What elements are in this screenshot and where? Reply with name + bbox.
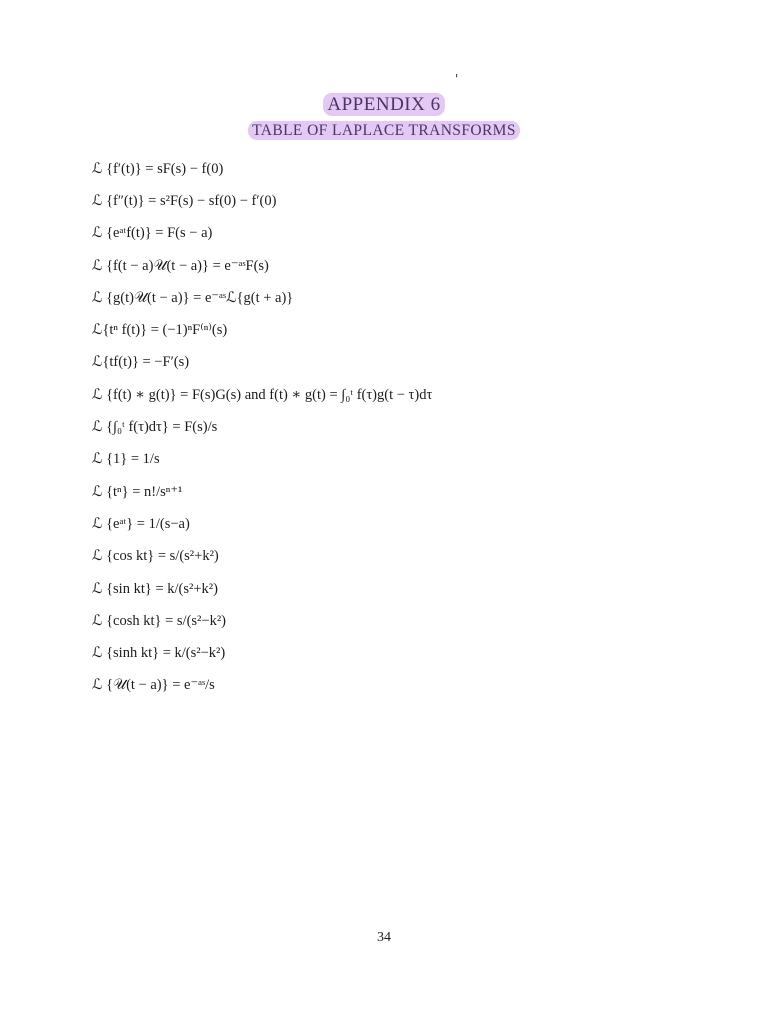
- formula-hyperbolic-sine: ℒ {sinh kt} = k/(s²−k²): [92, 645, 226, 662]
- formula-convolution: ℒ {f(t) ∗ g(t)} = F(s)G(s) and f(t) ∗ g(t) = ∫₀ᵗ f(τ)g(t − τ)dτ: [92, 386, 433, 403]
- formula-cosine: ℒ {cos kt} = s/(s²+k²): [92, 548, 219, 565]
- formula-list: [92, 153, 712, 702]
- formula-derivative-second: ℒ {f″(t)} = s²F(s) − sf(0) − f′(0): [92, 192, 277, 209]
- formula-hyperbolic-cosine: ℒ {cosh kt} = s/(s²−k²): [92, 612, 226, 629]
- formula-multiply-tn: ℒ{tⁿ f(t)} = (−1)ⁿF⁽ⁿ⁾(s): [92, 322, 228, 339]
- formula-sine: ℒ {sin kt} = k/(s²+k²): [92, 580, 218, 597]
- formula-power: ℒ {tⁿ} = n!/sⁿ⁺¹: [92, 483, 183, 500]
- formula-exponential: ℒ {eᵃᵗ} = 1/(s−a): [92, 515, 190, 532]
- formula-multiply-t: ℒ{tf(t)} = −F′(s): [92, 354, 190, 371]
- formula-second-shift-alt: ℒ {g(t)𝒰(t − a)} = e⁻ᵃˢℒ{g(t + a)}: [92, 289, 294, 306]
- stray-mark: ': [455, 72, 459, 86]
- formula-constant: ℒ {1} = 1/s: [92, 451, 160, 468]
- page-subtitle: [0, 122, 768, 140]
- formula-second-shift: ℒ {f(t − a)𝒰(t − a)} = e⁻ᵃˢF(s): [92, 257, 269, 274]
- formula-derivative-first: ℒ {f′(t)} = sF(s) − f(0): [92, 160, 224, 177]
- formula-integral: ℒ {∫₀ᵗ f(τ)dτ} = F(s)/s: [92, 419, 218, 436]
- page-number: 34: [377, 930, 391, 945]
- formula-unit-step: ℒ {𝒰(t − a)} = e⁻ᵃˢ/s: [92, 677, 215, 694]
- page-title-text: APPENDIX 6: [323, 93, 444, 116]
- page-subtitle-text: TABLE OF LAPLACE TRANSFORMS: [248, 121, 520, 140]
- page-title: [0, 94, 768, 116]
- formula-first-shift: ℒ {eᵃᵗf(t)} = F(s − a): [92, 225, 213, 242]
